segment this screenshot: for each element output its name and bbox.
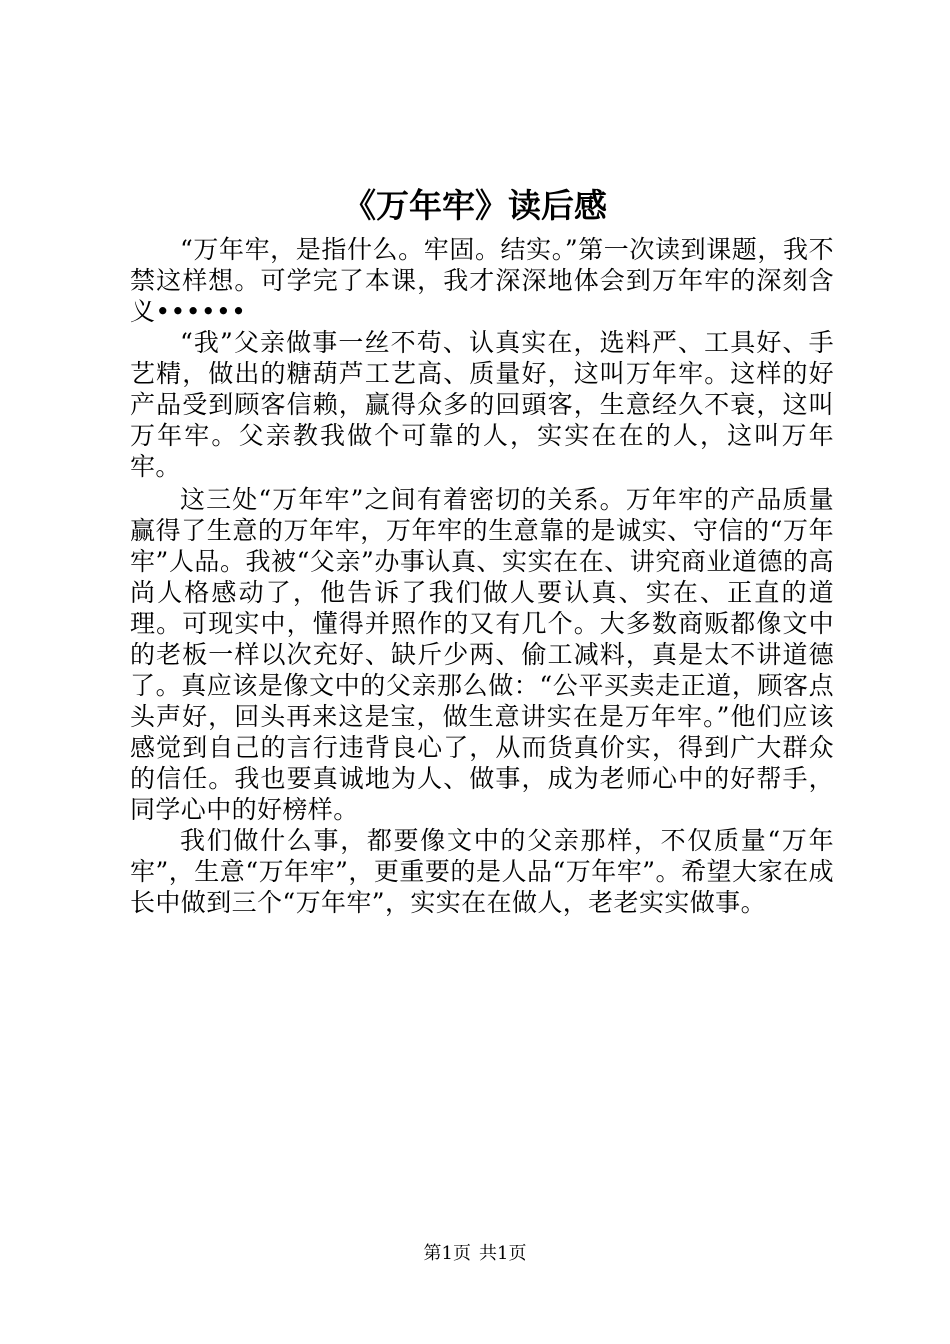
document-title: 《万年牢》读后感: [343, 186, 607, 225]
document-body: [130, 234, 834, 918]
paragraph-4: 我们做什么事，都要像文中的父亲那样，不仅质量“万年牢”，生意“万年牢”，更重要的是人品“万年牢”。希望大家在成长中做到三个“万年牢”，实实在在做人，老老实实做事。: [130, 826, 834, 917]
page-footer: [0, 1242, 950, 1266]
page-number: 第1页: [423, 1243, 471, 1264]
paragraph-3: 这三处“万年牢”之间有着密切的关系。万年牢的产品质量赢得了生意的万年牢，万年牢的生意靠的是诚实、守信的“万年牢”人品。我被“父亲”办事认真、实实在在、讲究商业道德的高尚人格感动了，他告诉了我们做人要认真、实在、正直的道理。可现实中，懂得并照作的又有几个。大多数商贩都像文中的老板一样以次充好、缺斤少两、偷工减料，真是太不讲道德了。真应该是像文中的父亲那么做：“公平买卖走正道，顾客点头声好，回头再来这是宝，做生意讲实在是万年牢。”他们应该感觉到自己的言行违背良心了，从而货真价实，得到广大群众的信任。我也要真诚地为人、做事，成为老师心中的好帮手，同学心中的好榜样。: [130, 485, 834, 824]
paragraph-1: “万年牢，是指什么。牢固。结实。”第一次读到课题，我不禁这样想。可学完了本课，我才深深地体会到万年牢的深刻含义••••••: [130, 235, 834, 326]
paragraph-2: “我”父亲做事一丝不苟、认真实在，选料严、工具好、手艺精，做出的糖葫芦工艺高、质量好，这叫万年牢。这样的好产品受到顾客信赖，赢得众多的回頭客，生意经久不衰，这叫万年牢。父亲教我做个可靠的人，实实在在的人，这叫万年牢。: [130, 328, 834, 481]
page-total: 共1页: [479, 1243, 527, 1264]
